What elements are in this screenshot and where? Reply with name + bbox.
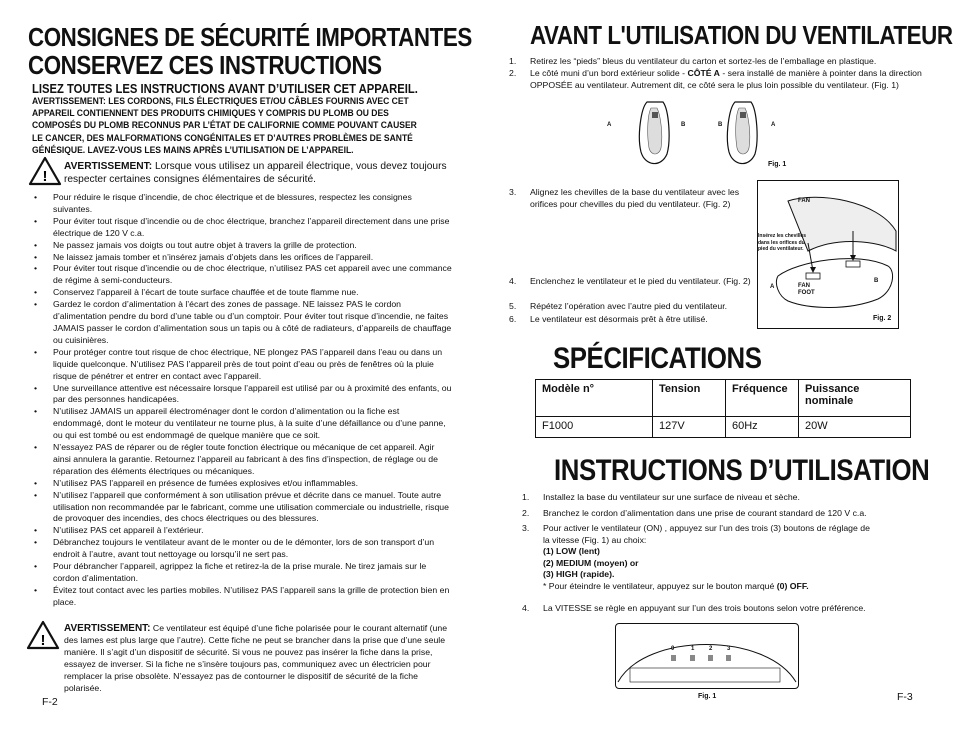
step-text: Enclenchez le ventilateur et le pied du ventilateur. (Fig. 2) — [530, 276, 751, 286]
safety-title: CONSIGNES DE SÉCURITÉ IMPORTANTES — [28, 22, 472, 52]
usage-instructions-title: INSTRUCTIONS D’UTILISATION — [554, 454, 930, 487]
fig2-label-b: B — [874, 278, 879, 284]
step-text: Alignez les chevilles de la base du ventilateur avec les orifices pour chevilles du pied du ventilateur. (Fig. 2) — [530, 187, 740, 209]
warning-triangle-icon — [26, 620, 60, 650]
step-text: Installez la base du ventilateur sur une surface de niveau et sèche. — [543, 492, 800, 502]
step-text: - sera installé de manière à pointer dans la direction OPPOSÉE au ventilateur. Autrement dit, ce côté sera le plus loin possible du ventilateur. (Fig. 1) — [530, 68, 922, 90]
fig1-caption: Fig. 1 — [768, 161, 787, 168]
column-header: Modèle n° — [536, 380, 653, 417]
step-text: Le ventilateur est désormais prêt à être utilisé. — [530, 314, 708, 324]
fig1-label-a: A — [771, 122, 776, 128]
fig2-box — [757, 180, 899, 329]
warning-label: AVERTISSEMENT: — [64, 623, 151, 634]
fig2-caption: Fig. 2 — [873, 315, 892, 322]
safety-bullet-item: • Pour protéger contre tout risque de choc électrique, NE plongez PAS l’appareil dans l’eau ou dans un liquide quelconque. N’utilisez PAS l’appareil près de tout point d’eau ou près de fenêtres où la pluie risque de pénétrer et entrer en contact avec l’appareil. — [32, 347, 452, 383]
column-header: Tension — [653, 380, 726, 417]
step-text: Répétez l’opération avec l’autre pied du ventilateur. — [530, 301, 728, 311]
speed-medium: (2) MEDIUM (moyen) or — [543, 557, 639, 568]
safety-bullet-item: • Pour éviter tout risque d’incendie ou de choc électrique, branchez l’appareil directement dans une prise électrique de 120 V c.a. — [32, 216, 452, 240]
step-text: Le côté muni d’un bord extérieur solide - — [530, 68, 688, 78]
fig2-fan-label: FAN — [798, 198, 810, 204]
speed-low: (1) LOW (lent) — [543, 546, 600, 556]
button-0-label: 0 — [671, 646, 675, 652]
instr-step-2 — [522, 508, 922, 520]
step-number: 5. — [509, 301, 517, 311]
safety-bullet-item: • Débranchez toujours le ventilateur avant de le monter ou de le démonter, lors de son transport d’un endroit à l’autre, avant tout nettoyage ou lorsqu’il ne sert pas. — [32, 537, 452, 561]
step-text: Branchez le cordon d’alimentation dans une prise de courant standard de 120 V c.a. — [543, 508, 867, 518]
step-text: Pour activer le ventilateur (ON) , appuyez sur l’un des trois (3) boutons de réglage de la vitesse (Fig. 1) au choix: — [543, 523, 870, 545]
safety-bullet-item: • N’utilisez PAS cet appareil à l’extérieur. — [32, 525, 452, 537]
fig1-feet-illustration — [607, 96, 776, 172]
off-note — [543, 581, 872, 593]
step-6 — [509, 314, 769, 326]
warning-triangle-icon — [28, 156, 62, 186]
safety-bullet-item: • N’essayez PAS de réparer ou de régler toute fonction électrique ou mécanique de cet appareil. Agir ainsi annulera la garantie. Retournez l’appareil au fabricant à des fins d’inspection, de réglage ou de réparation des éléments électriques ou mécaniques. — [32, 442, 452, 478]
safety-bullet-item: • Pour réduire le risque d’incendie, de choc électrique et de blessures, respectez les consignes suivantes. — [32, 192, 452, 216]
safety-bullet-item: • N’utilisez l’appareil que conformément à son utilisation prévue et décrite dans ce manuel. Toute autre utilisation non recommandée par le fabricant, comme une utilisation commerciale ou industrielle, risque de provoquer des incendies, des chocs électriques ou des blessures. — [32, 490, 452, 526]
fig1-label-a: A — [607, 122, 612, 128]
button-3-label: 3 — [727, 646, 731, 652]
step-4 — [509, 276, 759, 288]
step-number: 2. — [522, 508, 530, 518]
fig1-label-b: B — [718, 122, 723, 128]
control-panel-icon — [616, 624, 798, 688]
safety-bullet-item: • Pour éviter tout risque d’incendie ou de choc électrique, n’utilisez PAS cet appareil avec une commance de régime à semi-conducteurs. — [32, 263, 452, 287]
button-1-label: 1 — [691, 646, 695, 652]
read-all-heading: LISEZ TOUTES LES INSTRUCTIONS AVANT D’UTILISER CET APPAREIL. — [32, 82, 418, 96]
safety-bullet-item: • Ne laissez jamais tomber et n’insérez jamais d’objets dans les orifices de l’appareil. — [32, 252, 452, 264]
fig2-insert-note: Insérez les chevilles dans les orifices du pied du ventilateur. — [758, 233, 807, 252]
step-number: 1. — [522, 492, 530, 502]
safety-bullet-item: • Conservez l’appareil à l’écart de toute surface chauffée et de toute flamme nue. — [32, 287, 452, 299]
safety-bullet-item: • Gardez le cordon d’alimentation à l’écart des zones de passage. NE laissez PAS le cordon d’alimentation pendre du bord d’une table ou d’un comptoir. Pour éviter tout risque d’incendie, ne faites JAMAIS passer le cordon d’alimentation sous un tapis ou à côté de radiateurs, d’appareils de chauffage ou cuisinières. — [32, 299, 452, 347]
table-cell: 20W — [799, 417, 911, 438]
page-number: F-3 — [897, 691, 913, 703]
safety-bullet-item: • N’utilisez PAS l’appareil en présence de fumées explosives et/ou inflammables. — [32, 478, 452, 490]
fan-base-illustration — [758, 181, 898, 328]
table-row — [536, 417, 911, 438]
instr-step-3 — [522, 523, 872, 592]
step-2 — [509, 68, 929, 91]
polarized-plug-warning — [64, 623, 452, 694]
button-2-label: 2 — [709, 646, 713, 652]
spec-table — [535, 379, 911, 438]
safety-bullet-list — [32, 192, 452, 609]
control-panel-illustration — [615, 623, 799, 689]
table-header-row — [536, 380, 911, 417]
fig1-caption-controls: Fig. 1 — [698, 693, 717, 700]
warning-general — [64, 160, 454, 186]
step-number: 3. — [522, 523, 530, 533]
fan-feet-icon — [627, 96, 772, 172]
column-header: Puissance nominale — [799, 380, 911, 417]
warning-text: Lorsque vous utilisez un appareil électrique, vous devez toujours respecter certaines consignes élémentaires de sécurité. — [64, 161, 447, 185]
step-number: 3. — [509, 187, 517, 197]
step-text: Retirez les “pieds” bleus du ventilateur du carton et sortez-les de l’emballage en plastique. — [530, 56, 877, 66]
speed-high: (3) HIGH (rapide). — [543, 569, 615, 579]
step-text: La VITESSE se règle en appuyant sur l’un des trois boutons selon votre préférence. — [543, 603, 866, 613]
off-label: (0) OFF. — [776, 580, 809, 591]
page-number: F-2 — [42, 696, 58, 708]
step-5 — [509, 301, 769, 313]
fig1-label-b: B — [681, 122, 686, 128]
right-page — [477, 0, 954, 738]
instr-step-4 — [522, 603, 922, 615]
step-1 — [509, 56, 929, 68]
step-number: 6. — [509, 314, 517, 324]
safety-bullet-item: • Pour débrancher l’appareil, agrippez la fiche et retirez-la de la prise murale. Ne tirez jamais sur le cordon d’alimentation. — [32, 561, 452, 585]
step-number: 2. — [509, 68, 517, 78]
instr-step-1 — [522, 492, 922, 504]
svg-text:!: ! — [42, 168, 48, 185]
step-3 — [509, 187, 749, 210]
off-note-text: * Pour éteindre le ventilateur, appuyez sur le bouton marqué — [543, 580, 777, 591]
step-number: 1. — [509, 56, 517, 66]
step-number: 4. — [509, 276, 517, 286]
side-a-label: CÔTÉ A — [687, 68, 720, 78]
column-header: Fréquence — [726, 380, 799, 417]
warning-label: AVERTISSEMENT: — [64, 161, 153, 172]
table-cell: F1000 — [536, 417, 653, 438]
specifications-title: SPÉCIFICATIONS — [553, 342, 762, 375]
prop65-warning: AVERTISSEMENT: LES CORDONS, FILS ÉLECTRIQUES ET/OU CÂBLES FOURNIS AVEC CET APPAREIL CONTIENNENT DES PRODUITS CHIMIQUES Y COMPRIS DU PLOMB OU DES COMPOSÉS DU PLOMB RECONNUS PAR L’ÉTAT DE CALIFORNIE COMME POUVANT CAUSER LE CANCER, DES MALFORMATIONS CONGÉNITALES ET D’AUTRES PROBLÈMES DE SANTÉ GÉNÉSIQUE. LAVEZ-VOUS LES MAINS APRÈS L’UTILISATION DE L’APPAREIL. — [32, 96, 417, 155]
svg-text:!: ! — [40, 632, 46, 649]
safety-bullet-item: • Ne passez jamais vos doigts ou tout autre objet à travers la grille de protection. — [32, 240, 452, 252]
fig2-label-a: A — [770, 284, 775, 290]
safety-bullet-item: • N’utilisez JAMAIS un appareil électroménager dont le cordon d’alimentation ou la fiche est endommagé, dont le moteur du ventilateur ne tourne plus, à la suite d’une défaillance ou d’une panne, ou qui est tombé ou est endommagé de quelque manière que ce soit. — [32, 406, 452, 442]
safety-bullet-item: • Évitez tout contact avec les parties mobiles. N’utilisez PAS l’appareil sans la grille de protection bien en place. — [32, 585, 452, 609]
keep-instructions-title: CONSERVEZ CES INSTRUCTIONS — [28, 50, 382, 80]
step-number: 4. — [522, 603, 530, 613]
before-use-title: AVANT L'UTILISATION DU VENTILATEUR — [530, 20, 953, 50]
warning-text: Ce ventilateur est équipé d’une fiche polarisée pour le courant alternatif (une des lames est plus large que l’autre). Cette fiche ne peut se brancher dans la prise que d’une seule manière. Il s’agit d’un dispositif de sécurité. Si vous ne pouvez pas insérer la fiche dans la prise, essayez de inverser. Si la fiche ne s’insère toujours pas, communiquez avec un électricien pour remplacer la prise obsolète. N’essayez pas de contourner le dispositif de sécurité de la fiche polarisée. — [64, 623, 448, 693]
fig2-fan-foot-label: FAN FOOT — [798, 283, 815, 296]
safety-bullet-item: • Une surveillance attentive est nécessaire lorsque l’appareil est utilisé par ou à proximité des enfants, ou par des personnes handicapées. — [32, 383, 452, 407]
table-cell: 127V — [653, 417, 726, 438]
table-cell: 60Hz — [726, 417, 799, 438]
